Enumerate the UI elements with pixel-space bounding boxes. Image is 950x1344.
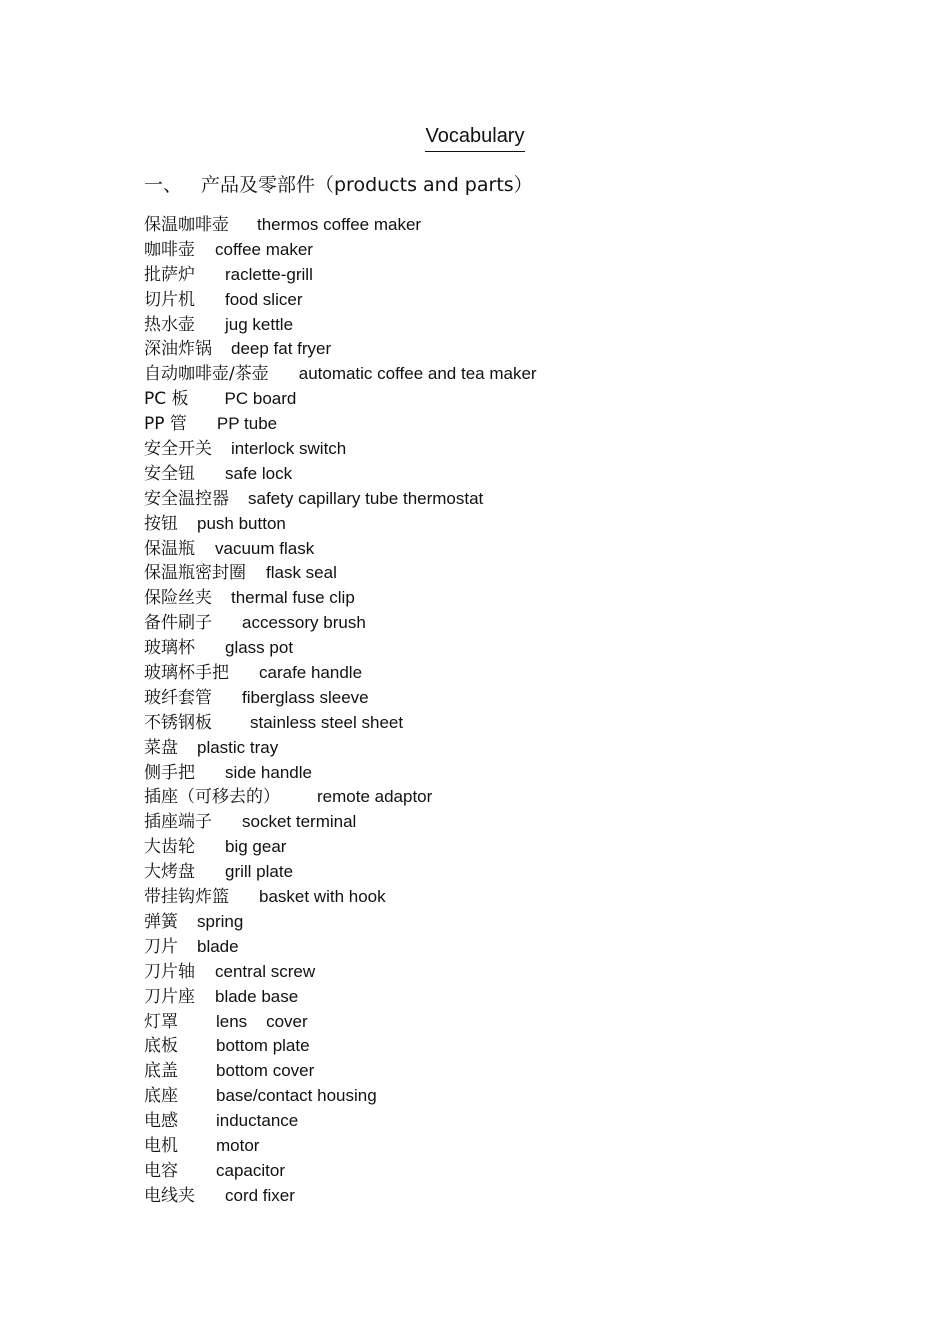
vocab-entry [144, 1109, 537, 1134]
vocab-entry [144, 313, 537, 338]
vocab-term-chinese: 安全开关 [144, 439, 212, 460]
vocab-entry [144, 985, 537, 1010]
vocab-entry [144, 711, 537, 736]
vocab-entry [144, 362, 537, 387]
section-title: 产品及零部件（products and parts） [201, 174, 533, 196]
vocab-entry [144, 835, 537, 860]
vocab-entry [144, 512, 537, 537]
document-title-text: Vocabulary [425, 122, 526, 152]
vocab-term-english: inductance [216, 1111, 299, 1131]
vocab-term-english: spring [197, 911, 244, 931]
vocab-entry [144, 785, 537, 810]
vocab-entry [144, 437, 537, 462]
vocab-term-chinese: PP 管 [144, 414, 187, 435]
vocab-term-chinese: 玻璃杯 [144, 638, 195, 659]
vocab-term-english: flask seal [266, 563, 337, 583]
vocab-entry [144, 586, 537, 611]
vocab-term-english: bottom plate [216, 1036, 310, 1056]
document-title [0, 122, 950, 152]
vocab-term-chinese: 热水壶 [144, 314, 195, 335]
vocab-term-chinese: 菜盘 [144, 737, 178, 758]
vocab-entry [144, 1059, 537, 1084]
vocab-term-english: cord fixer [225, 1185, 295, 1205]
vocab-entry [144, 661, 537, 686]
vocab-term-chinese: 底座 [144, 1086, 178, 1107]
vocab-term-english: automatic coffee and tea maker [298, 364, 537, 384]
vocab-term-english: safety capillary tube thermostat [248, 488, 484, 508]
vocab-term-english: push button [197, 513, 286, 533]
vocab-term-chinese: 不锈钢板 [144, 712, 212, 733]
vocab-term-english: fiberglass sleeve [242, 687, 369, 707]
vocab-entry [144, 686, 537, 711]
vocab-term-chinese: 安全钮 [144, 463, 195, 484]
vocab-entry [144, 288, 537, 313]
vocab-term-english: interlock switch [231, 439, 347, 459]
vocab-entry [144, 960, 537, 985]
vocab-term-english: food slicer [225, 289, 303, 309]
vocab-term-chinese: 深油炸锅 [144, 339, 212, 360]
vocab-term-english: grill plate [225, 862, 294, 882]
vocab-entry [144, 636, 537, 661]
vocab-term-chinese: 灯罩 [144, 1011, 178, 1032]
vocab-term-english: blade base [215, 986, 299, 1006]
vocab-term-chinese: 批萨炉 [144, 264, 195, 285]
vocab-term-chinese: 大齿轮 [144, 837, 195, 858]
vocab-term-chinese: 保温瓶 [144, 538, 195, 559]
vocab-term-english: deep fat fryer [231, 339, 332, 359]
vocab-entry [144, 263, 537, 288]
vocab-term-chinese: 玻纤套管 [144, 687, 212, 708]
vocab-entry [144, 1134, 537, 1159]
vocab-term-english: raclette-grill [225, 264, 313, 284]
vocab-term-chinese: 备件刷子 [144, 613, 212, 634]
vocab-term-chinese: 底盖 [144, 1061, 178, 1082]
vocab-term-chinese: 玻璃杯手把 [144, 663, 229, 684]
vocab-term-chinese: 弹簧 [144, 911, 178, 932]
vocab-term-chinese: 刀片轴 [144, 961, 195, 982]
vocab-term-chinese: 电线夹 [144, 1185, 195, 1206]
vocab-entry [144, 885, 537, 910]
vocab-term-chinese: 底板 [144, 1036, 178, 1057]
vocab-entry [144, 213, 537, 238]
vocab-term-english: central screw [215, 961, 316, 981]
vocab-term-english: coffee maker [215, 239, 313, 259]
vocab-term-english: capacitor [216, 1160, 285, 1180]
vocab-term-english: big gear [225, 837, 287, 857]
vocab-term-english: motor [216, 1135, 260, 1155]
vocab-term-english: blade [197, 936, 239, 956]
vocab-entry [144, 387, 537, 412]
vocab-term-english: glass pot [225, 638, 294, 658]
vocab-term-chinese: 切片机 [144, 289, 195, 310]
vocab-term-chinese: 咖啡壶 [144, 239, 195, 260]
vocab-term-english: plastic tray [197, 737, 279, 757]
vocab-entry [144, 412, 537, 437]
vocab-term-english: side handle [225, 762, 312, 782]
vocab-term-chinese: 电感 [144, 1111, 178, 1132]
vocab-term-english: bottom cover [216, 1061, 315, 1081]
vocab-term-chinese: 带挂钩炸篮 [144, 887, 229, 908]
vocab-entry [144, 487, 537, 512]
vocab-term-chinese: 刀片 [144, 936, 178, 957]
vocab-term-chinese: 电容 [144, 1160, 178, 1181]
vocab-term-english: vacuum flask [215, 538, 315, 558]
vocab-term-chinese: 保温瓶密封圈 [144, 563, 246, 584]
vocab-term-english: thermos coffee maker [257, 215, 422, 234]
vocab-term-chinese: 安全温控器 [144, 488, 229, 509]
vocab-term-english: PC board [224, 389, 297, 409]
vocab-entry [144, 910, 537, 935]
vocab-entry [144, 935, 537, 960]
vocab-term-chinese: 自动咖啡壶/茶壶 [144, 364, 269, 385]
vocab-entry [144, 561, 537, 586]
vocab-entry [144, 1084, 537, 1109]
vocab-entry [144, 736, 537, 761]
vocab-entry [144, 238, 537, 263]
section-heading [144, 171, 533, 199]
vocab-term-english: jug kettle [225, 314, 294, 334]
vocab-term-chinese: 保温咖啡壶 [144, 215, 229, 235]
vocab-term-chinese: 插座（可移去的） [144, 787, 280, 808]
vocab-term-english: stainless steel sheet [250, 712, 404, 732]
vocab-term-english: thermal fuse clip [231, 588, 355, 608]
vocab-term-english: accessory brush [242, 613, 366, 633]
vocab-entry [144, 1034, 537, 1059]
vocab-term-chinese: 刀片座 [144, 986, 195, 1007]
vocab-entry [144, 1159, 537, 1184]
vocab-entry [144, 611, 537, 636]
vocab-entry [144, 1184, 537, 1209]
vocab-entry [144, 537, 537, 562]
vocab-term-english: socket terminal [242, 812, 357, 832]
vocab-term-chinese: 插座端子 [144, 812, 212, 833]
vocab-entry [144, 1010, 537, 1035]
vocab-term-english: lens cover [216, 1011, 308, 1031]
vocab-term-chinese: PC 板 [144, 389, 189, 410]
vocab-term-english: carafe handle [259, 663, 363, 683]
vocab-term-english: safe lock [225, 463, 293, 483]
section-number: 一、 [144, 174, 183, 196]
vocab-term-chinese: 按钮 [144, 513, 178, 534]
vocab-term-english: remote adaptor [317, 787, 433, 807]
vocab-entry [144, 860, 537, 885]
vocab-term-english: basket with hook [259, 887, 386, 907]
vocab-term-english: base/contact housing [216, 1086, 377, 1106]
vocab-entry [144, 462, 537, 487]
vocab-entry [144, 761, 537, 786]
vocab-term-chinese: 侧手把 [144, 762, 195, 783]
vocabulary-list [144, 213, 537, 1209]
vocab-term-chinese: 保险丝夹 [144, 588, 212, 609]
vocab-term-english: PP tube [216, 414, 278, 434]
vocab-term-chinese: 电机 [144, 1135, 178, 1156]
vocab-entry [144, 810, 537, 835]
vocab-term-chinese: 大烤盘 [144, 862, 195, 883]
vocab-entry [144, 337, 537, 362]
